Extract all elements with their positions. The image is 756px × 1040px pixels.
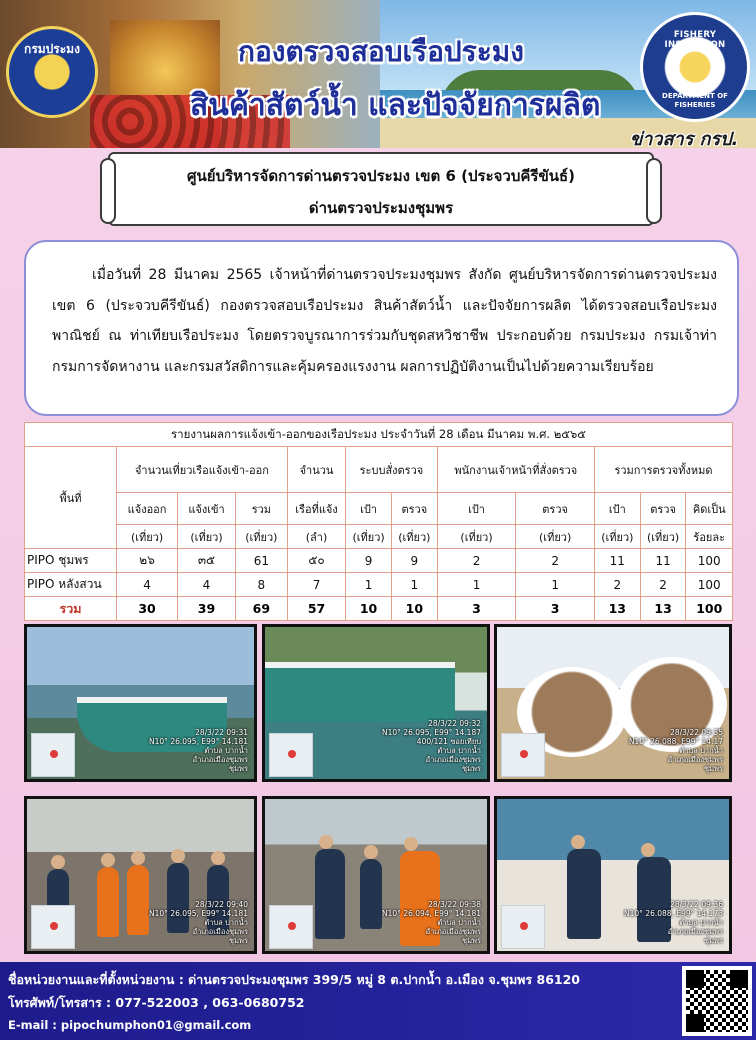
subheader-cell: เป้า xyxy=(346,493,392,525)
row-cell: 13 xyxy=(594,597,640,621)
footer-address: ชื่อหน่วยงานและที่ตั้งหน่วยงาน : ด่านตรวจประมงชุมพร 399/5 หมู่ 8 ต.ปากน้ำ อ.เมือง จ.ชุมพร 86120 xyxy=(8,972,580,987)
report-table-wrapper xyxy=(24,422,733,621)
map-thumbnail xyxy=(31,905,75,949)
row-cell: 4 xyxy=(117,573,178,597)
row-cell: 61 xyxy=(235,549,287,573)
unit-cell: (เที่ยว) xyxy=(117,525,178,549)
row-cell: 100 xyxy=(686,573,733,597)
heading-scroll xyxy=(108,152,654,226)
photo-geotag: 28/3/22 09:36 N10° 26.088, E99° 14.173 ตำบล ปากน้ำ อำเภอเมืองชุมพร ชุมพร xyxy=(624,900,723,945)
news-body-text: เมื่อวันที่ 28 มีนาคม 2565 เจ้าหน้าที่ด่านตรวจประมงชุมพร สังกัด ศูนย์บริหารจัดการด่านตรวจประมงเขต 6 (ประจวบคีรีขันธ์) กองตรวจสอบเรือประมง สินค้าสัตว์น้ำ และปัจจัยการผลิต ได้ตรวจสอบเรือประมงพาณิชย์ ณ ท่าเทียบเรือประมง โดยตรวจบูรณาการร่วมกับชุดสหวิชาชีพ ประกอบด้วย กรมประมง กรมเจ้าท่า กรมการจัดหางาน และกรมสวัสดิการและคุ้มครองแรงงาน ผลการปฏิบัติงานเป็นไปด้วยความเรียบร้อย xyxy=(52,267,717,375)
unit-cell: (เที่ยว) xyxy=(437,525,516,549)
banner-title-line2: สินค้าสัตว์น้ำ และปัจจัยการผลิต xyxy=(190,88,601,123)
boat-shape xyxy=(265,662,455,722)
photo-fishing-boat-river xyxy=(262,624,490,782)
row-cell: 8 xyxy=(235,573,287,597)
unit-cell: (เที่ยว) xyxy=(516,525,595,549)
seal-left-text: กรมประมง xyxy=(24,42,80,56)
row-cell: 39 xyxy=(178,597,236,621)
heading-line1: ศูนย์บริหารจัดการด่านตรวจประมง เขต 6 (ประจวบคีรีขันธ์) xyxy=(187,167,575,185)
photo-geotag: 28/3/22 09:35 N10° 26.088, E99° 14.17 ตำบล ปากน้ำ อำเภอเมืองชุมพร ชุมพร xyxy=(628,728,723,773)
map-thumbnail xyxy=(31,733,75,777)
row-cell: 13 xyxy=(640,597,686,621)
row-cell: 100 xyxy=(686,549,733,573)
emblem-top-text: FISHERY INSPECTION xyxy=(664,30,726,50)
map-thumbnail xyxy=(269,733,313,777)
unit-cell: (เที่ยว) xyxy=(235,525,287,549)
row-area: PIPO หลังสวน xyxy=(25,573,117,597)
row-cell: 2 xyxy=(594,573,640,597)
news-tag: ข่าวสาร กรป. xyxy=(630,129,739,150)
photo-geotag: 28/3/22 09:32 N10° 26.095, E99° 14.187 400/121 ซอยเทียบ ตำบล ปากน้ำ อำเภอเมืองชุมพร ชุมพร xyxy=(382,719,481,773)
qr-code-icon xyxy=(686,970,748,1032)
person-figure xyxy=(567,849,601,939)
header-trips: จำนวนเที่ยวเรือแจ้งเข้า-ออก xyxy=(117,447,288,493)
subheader-cell: คิดเป็น xyxy=(686,493,733,525)
table-row xyxy=(25,549,733,573)
row-cell: 10 xyxy=(391,597,437,621)
photo-fishing-boat-dock xyxy=(24,624,257,782)
unit-cell: (เที่ยว) xyxy=(178,525,236,549)
photo-geotag: 28/3/22 09:31 N10° 26.095, E99° 14.181 ตำบล ปากน้ำ อำเภอเมืองชุมพร ชุมพร xyxy=(149,728,248,773)
person-figure xyxy=(97,867,119,937)
header-area: พื้นที่ xyxy=(25,447,117,549)
row-cell: 3 xyxy=(516,597,595,621)
photo-geotag: 28/3/22 09:38 N10° 26.094, E99° 14.181 ตำบล ปากน้ำ อำเภอเมืองชุมพร ชุมพร xyxy=(382,900,481,945)
photo-signing-documents xyxy=(494,796,732,954)
row-cell: 30 xyxy=(117,597,178,621)
row-cell: 11 xyxy=(594,549,640,573)
unit-cell: (เที่ยว) xyxy=(346,525,392,549)
subheader-cell: เป้า xyxy=(437,493,516,525)
unit-cell: (เที่ยว) xyxy=(391,525,437,549)
row-area: PIPO ชุมพร xyxy=(25,549,117,573)
row-cell: ๕๐ xyxy=(287,549,345,573)
row-cell: 7 xyxy=(287,573,345,597)
person-figure xyxy=(127,865,149,935)
unit-cell: ร้อยละ xyxy=(686,525,733,549)
map-thumbnail xyxy=(269,905,313,949)
banner-title-line1: กองตรวจสอบเรือประมง xyxy=(238,35,524,68)
map-thumbnail xyxy=(501,733,545,777)
header-total: รวมการตรวจทั้งหมด xyxy=(594,447,732,493)
row-cell: ๓๕ xyxy=(178,549,236,573)
row-cell: 1 xyxy=(391,573,437,597)
row-cell: 9 xyxy=(346,549,392,573)
row-cell: 2 xyxy=(516,549,595,573)
row-cell: 2 xyxy=(437,549,516,573)
row-cell: 1 xyxy=(346,573,392,597)
photo-geotag: 28/3/22 09:40 N10° 26.095, E99° 14.181 ตำบล ปากน้ำ อำเภอเมืองชุมพร ชุมพร xyxy=(149,900,248,945)
row-cell: ๒๖ xyxy=(117,549,178,573)
subheader-cell: เป้า xyxy=(594,493,640,525)
row-cell: 1 xyxy=(437,573,516,597)
news-body-box xyxy=(24,240,739,416)
row-cell: 10 xyxy=(346,597,392,621)
photo-document-check xyxy=(262,796,490,954)
footer-contact-bar xyxy=(0,962,756,1040)
person-figure xyxy=(315,849,345,939)
row-cell: 100 xyxy=(686,597,733,621)
header-staff: พนักงานเจ้าหน้าที่สั่งตรวจ xyxy=(437,447,594,493)
heading-line2: ด่านตรวจประมงชุมพร xyxy=(308,199,454,217)
row-cell: 4 xyxy=(178,573,236,597)
subheader-cell: ตรวจ xyxy=(516,493,595,525)
subheader-cell: แจ้งออก xyxy=(117,493,178,525)
row-cell: 69 xyxy=(235,597,287,621)
emblem-bottom-text: DEPARTMENT OF FISHERIES xyxy=(662,92,728,109)
subheader-cell: เรือที่แจ้ง xyxy=(287,493,345,525)
row-cell: 11 xyxy=(640,549,686,573)
row-area: รวม xyxy=(25,597,117,621)
table-row xyxy=(25,573,733,597)
footer-email: E-mail : pipochumphon01@gmail.com xyxy=(8,1018,252,1032)
header-system: ระบบสั่งตรวจ xyxy=(346,447,438,493)
subheader-cell: รวม xyxy=(235,493,287,525)
row-cell: 1 xyxy=(516,573,595,597)
row-cell: 3 xyxy=(437,597,516,621)
report-table xyxy=(24,422,733,621)
unit-cell: (เที่ยว) xyxy=(594,525,640,549)
table-total-row xyxy=(25,597,733,621)
row-cell: 57 xyxy=(287,597,345,621)
subheader-cell: ตรวจ xyxy=(391,493,437,525)
subheader-cell: แจ้งเข้า xyxy=(178,493,236,525)
map-thumbnail xyxy=(501,905,545,949)
qr-code[interactable] xyxy=(682,966,752,1036)
person-figure xyxy=(360,859,382,929)
photo-inspection-team xyxy=(24,796,257,954)
table-caption: รายงานผลการแจ้งเข้า-ออกของเรือประมง ประจำวันที่ 28 เดือน มีนาคม พ.ศ. ๒๕๖๕ xyxy=(25,423,733,447)
footer-phone: โทรศัพท์/โทรสาร : 077-522003 , 063-0680752 xyxy=(8,995,305,1010)
subheader-cell: ตรวจ xyxy=(640,493,686,525)
photo-seafood-containers xyxy=(494,624,732,782)
unit-cell: (เที่ยว) xyxy=(640,525,686,549)
unit-cell: (ลำ) xyxy=(287,525,345,549)
row-cell: 9 xyxy=(391,549,437,573)
row-cell: 2 xyxy=(640,573,686,597)
header-count: จำนวน xyxy=(287,447,345,493)
